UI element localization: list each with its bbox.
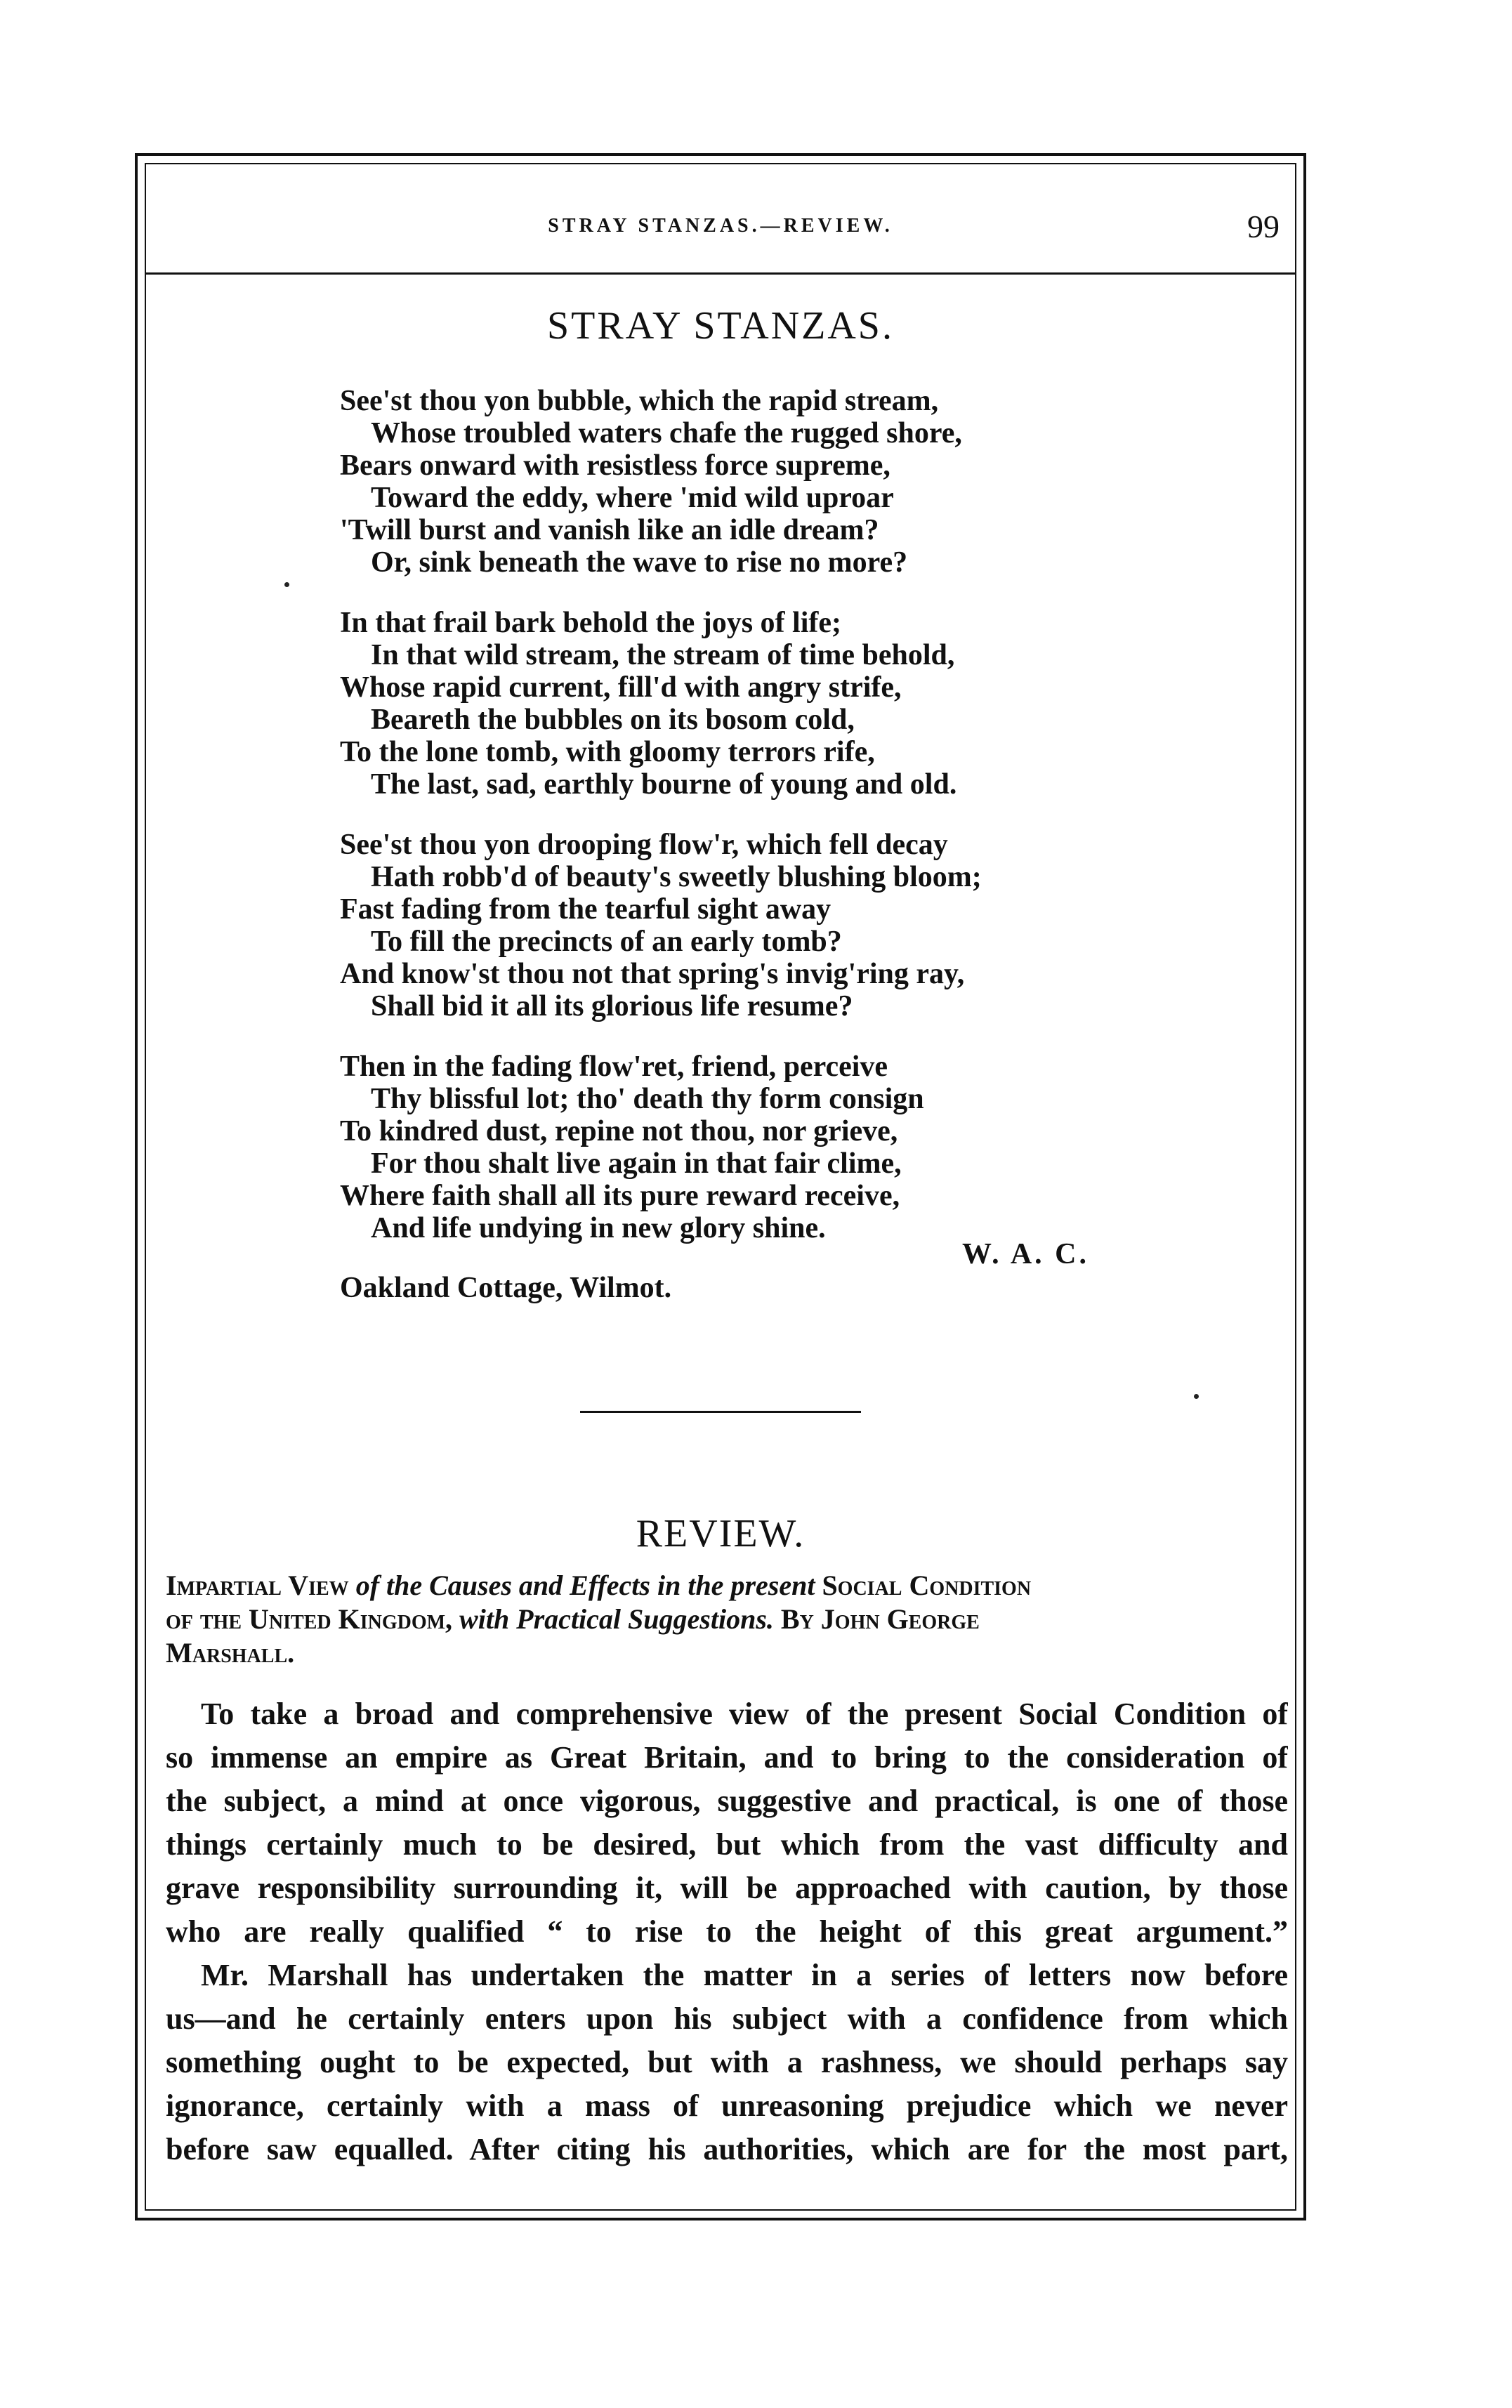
review-title: REVIEW.	[636, 1512, 806, 1555]
poem-place: Oakland Cottage, Wilmot.	[340, 1272, 672, 1304]
poem-line: Or, sink beneath the wave to rise no more?	[371, 546, 908, 579]
print-speck	[1194, 1394, 1199, 1399]
poem-line: Bears onward with resistless force supreme,	[340, 449, 890, 482]
poem-line: See'st thou yon drooping flow'r, which fell decay	[340, 829, 948, 861]
poem-line: Thy blissful lot; tho' death thy form consign	[371, 1083, 924, 1115]
print-speck	[284, 582, 289, 587]
poem-line: Toward the eddy, where 'mid wild uproar	[371, 482, 894, 514]
poem-line: The last, sad, earthly bourne of young and old.	[371, 768, 957, 801]
poem-line: To kindred dust, repine not thou, nor grieve,	[340, 1115, 898, 1147]
poem-stanza	[340, 607, 1148, 801]
review-line: To take a broad and comprehensive view of the present Social Condition of	[201, 1697, 1288, 1731]
citation-italic: with Practical Suggestions.	[452, 1603, 774, 1635]
citation-line	[166, 1636, 1288, 1670]
poem-line: And know'st thou not that spring's invig'ring ray,	[340, 958, 965, 990]
citation-smallcaps: Social Condition	[822, 1570, 1032, 1601]
poem-line: Whose rapid current, fill'd with angry strife,	[340, 671, 902, 704]
review-book-citation	[166, 1569, 1288, 1670]
review-line: grave responsibility surrounding it, will be approached with caution, by those	[166, 1871, 1288, 1905]
citation-line	[166, 1603, 1288, 1636]
running-title: STRAY STANZAS.—REVIEW.	[548, 215, 893, 237]
poem-signature: W. A. C.	[962, 1238, 1089, 1270]
review-body	[166, 1692, 1288, 2171]
review-paragraph	[166, 1954, 1288, 2171]
review-line: things certainly much to be desired, but which from the vast difficulty and	[166, 1827, 1288, 1862]
poem-line: In that frail bark behold the joys of life;	[340, 607, 841, 639]
review-line: before saw equalled. After citing his authorities, which are for the most part,	[166, 2132, 1288, 2166]
review-line: us—and he certainly enters upon his subject with a confidence from which	[166, 2001, 1288, 2036]
review-line: ignorance, certainly with a mass of unreasoning prejudice which we never	[166, 2088, 1288, 2123]
review-line: something ought to be expected, but with a rashness, we should perhaps say	[166, 2045, 1288, 2079]
review-line: so immense an empire as Great Britain, and to bring to the consideration of	[166, 1740, 1288, 1775]
poem-line: Whose troubled waters chafe the rugged shore,	[371, 417, 962, 449]
section-separator	[580, 1411, 861, 1413]
poem-line: Where faith shall all its pure reward receive,	[340, 1180, 900, 1212]
citation-line	[166, 1569, 1288, 1603]
poem-line: 'Twill burst and vanish like an idle dream?	[340, 514, 879, 546]
running-head	[145, 208, 1296, 257]
review-paragraph	[166, 1692, 1288, 1954]
poem-stanza	[340, 385, 1148, 579]
citation-smallcaps: of the United Kingdom,	[166, 1603, 453, 1635]
poem-line: In that wild stream, the stream of time behold,	[371, 639, 955, 671]
review-line: Mr. Marshall has undertaken the matter in a series of letters now before	[201, 1958, 1288, 1992]
citation-smallcaps: Impartial View	[166, 1570, 349, 1601]
poem-line: For thou shalt live again in that fair clime,	[371, 1147, 902, 1180]
review-line: who are really qualified “ to rise to the height of this great argument.”	[166, 1914, 1288, 1949]
poem-line: To fill the precincts of an early tomb?	[371, 926, 842, 958]
citation-italic: of the Causes and Effects in the present	[348, 1570, 822, 1601]
poem-stanza	[340, 1051, 1148, 1244]
poem-stanza	[340, 829, 1148, 1022]
header-rule	[145, 272, 1296, 275]
citation-smallcaps: By John George	[773, 1603, 980, 1635]
page-number: 99	[1247, 209, 1280, 244]
review-line: the subject, a mind at once vigorous, suggestive and practical, is one of those	[166, 1784, 1288, 1818]
poem-line: Shall bid it all its glorious life resume?	[371, 990, 853, 1022]
poem-line: See'st thou yon bubble, which the rapid stream,	[340, 385, 939, 417]
poem-line: To the lone tomb, with gloomy terrors rife,	[340, 736, 875, 768]
poem-body	[340, 385, 1148, 1272]
poem-line: And life undying in new glory shine.	[371, 1212, 826, 1244]
poem-line: Then in the fading flow'ret, friend, perceive	[340, 1051, 888, 1083]
citation-smallcaps: Marshall.	[166, 1637, 295, 1669]
poem-line: Fast fading from the tearful sight away	[340, 893, 831, 926]
poem-title: STRAY STANZAS.	[547, 304, 894, 348]
poem-line: Hath robb'd of beauty's sweetly blushing bloom;	[371, 861, 982, 893]
poem-line: Beareth the bubbles on its bosom cold,	[371, 704, 855, 736]
